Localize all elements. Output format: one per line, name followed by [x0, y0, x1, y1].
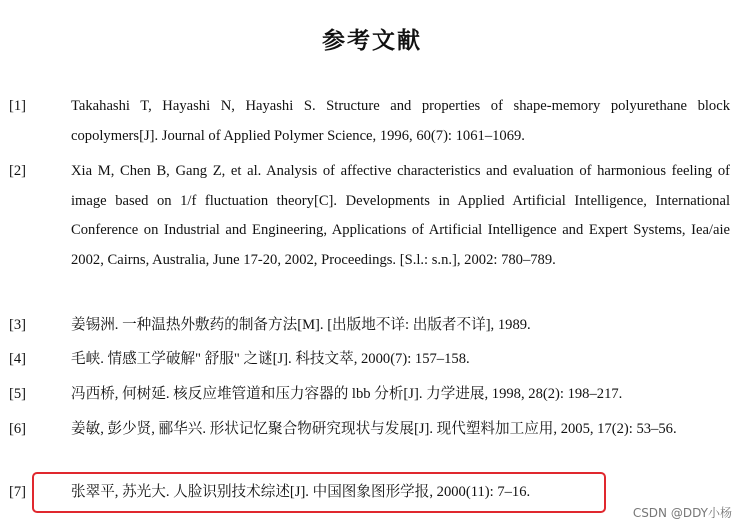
reference-entry-3	[9, 311, 730, 341]
reference-number: [7]	[9, 484, 27, 500]
reference-entry-6	[9, 415, 730, 445]
reference-entry-2	[9, 157, 730, 275]
reference-text: 毛峡. 情感工学破解" 舒服" 之谜[J]. 科技文萃, 2000(7): 157–158.	[71, 351, 470, 367]
highlight-box	[9, 472, 606, 513]
reference-number: [2]	[9, 163, 27, 179]
reference-text: Xia M, Chen B, Gang Z, et al. Analysis of affective characteristics and evaluation of harmonious feeling of image based on 1/f fluctuation theory[C]. Developments in Applied Artificial Intelligence, International Conference on Industrial and Engineering, Applications of Artificial Intelligence and Expert Systems, Iea/aie 2002, Cairns, Australia, June 17-20, 2002, Proceedings. [S.l.: s.n.], 2002: 780–789.	[71, 163, 730, 268]
reference-number: [1]	[9, 98, 27, 114]
reference-entry-4	[9, 345, 730, 375]
reference-text: 张翠平, 苏光大. 人脸识别技术综述[J]. 中国图象图形学报, 2000(11): 7–16.	[71, 484, 531, 500]
reference-text: 冯西桥, 何树延. 核反应堆管道和压力容器的 lbb 分析[J]. 力学进展, 1998, 28(2): 198–217.	[71, 386, 623, 402]
reference-number: [6]	[9, 421, 27, 437]
reference-number: [4]	[9, 351, 27, 367]
watermark: CSDN @DDY小杨	[632, 506, 732, 520]
reference-text: Takahashi T, Hayashi N, Hayashi S. Structure and properties of shape-memory polyurethane block copolymers[J]. Journal of Applied Polymer Science, 1996, 60(7): 1061–1069.	[71, 98, 730, 144]
reference-entry-5	[9, 380, 730, 410]
reference-text: 姜敏, 彭少贤, 郦华兴. 形状记忆聚合物研究现状与发展[J]. 现代塑料加工应用, 2005, 17(2): 53–56.	[71, 421, 677, 437]
reference-entry-1	[9, 92, 730, 151]
reference-text: 姜锡洲. 一种温热外敷药的制备方法[M]. [出版地不详: 出版者不详], 1989.	[71, 317, 531, 333]
reference-number: [5]	[9, 386, 27, 402]
reference-number: [3]	[9, 317, 27, 333]
references-heading: 参考文献	[322, 28, 422, 54]
